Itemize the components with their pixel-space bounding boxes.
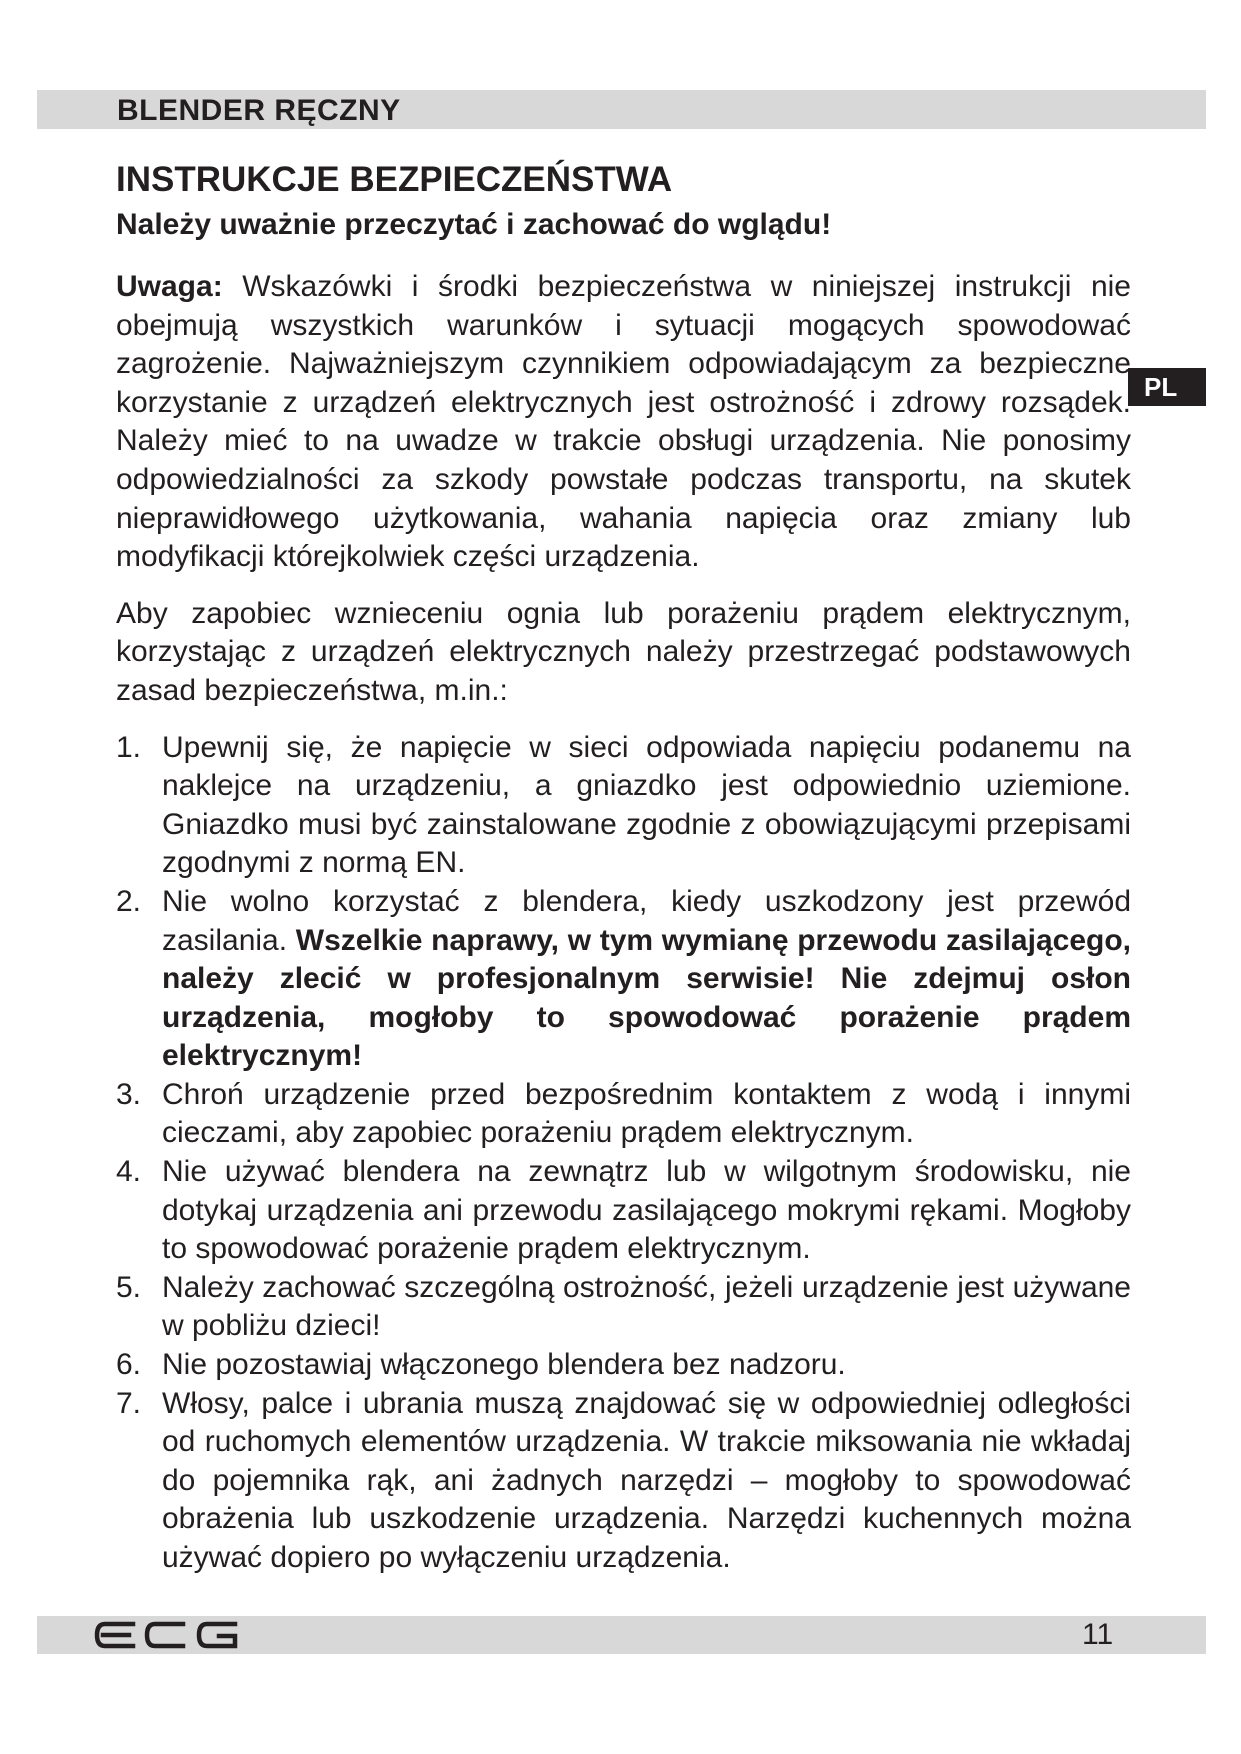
list-number: 7. [116, 1386, 142, 1420]
ecg-logo [93, 1620, 243, 1650]
list-item [116, 1346, 1131, 1385]
header-band [37, 90, 1206, 129]
intro-paragraph [116, 268, 1131, 577]
list-number: 1. [116, 730, 142, 764]
list-item [116, 1076, 1131, 1153]
main-content [116, 160, 1131, 1578]
list-text: Chroń urządzenie przed bezpośrednim kontaktem z wodą i innymi cieczami, aby zapobiec porażeniu prądem elektrycznym. [162, 1077, 1131, 1150]
list-text: Nie pozostawiaj włączonego blendera bez nadzoru. [162, 1348, 846, 1382]
list-number: 4. [116, 1155, 142, 1189]
product-name: BLENDER RĘCZNY [117, 94, 401, 127]
list-item [116, 1153, 1131, 1269]
list-number: 3. [116, 1077, 142, 1111]
list-bold-text: Wszelkie naprawy, w tym wymianę przewodu zasilającego, należy zlecić w profesjonalnym serwisie! Nie zdejmuj osłon urządzenia, mogłoby to spowodować porażenie prądem elektrycznym! [162, 923, 1131, 1073]
list-item [116, 883, 1131, 1076]
list-text: Nie wolno korzystać z blendera, kiedy uszkodzony jest przewód zasilania. [162, 884, 1131, 957]
list-item [116, 729, 1131, 883]
list-text: Należy zachować szczególną ostrożność, jeżeli urządzenie jest używane w pobliżu dzieci! [162, 1270, 1131, 1343]
intro-text: Wskazówki i środki bezpieczeństwa w niniejszej instrukcji nie obejmują wszystkich warunków i sytuacji mogących spowodować zagrożenie. Najważniejszym czynnikiem odpowiadającym za bezpieczne korzystanie z urządzeń elektrycznych jest ostrożność i zdrowy rozsądek. Należy mieć to na uwadze w trakcie obsługi urządzenia. Nie ponosimy odpowiedzialności za szkody powstałe podczas transportu, na skutek nieprawidłowego użytkowania, wahania napięcia oraz zmiany lub modyfikacji którejkolwiek części urządzenia. [116, 270, 1131, 574]
list-item [116, 1269, 1131, 1346]
list-item [116, 1385, 1131, 1578]
section-subtitle: Należy uważnie przeczytać i zachować do wglądu! [116, 208, 832, 241]
second-paragraph: Aby zapobiec wznieceniu ognia lub porażeniu prądem elektrycznym, korzystając z urządzeń elektrycznych należy przestrzegać podstawowych zasad bezpieczeństwa, m.in.: [116, 596, 1131, 707]
list-number: 6. [116, 1348, 142, 1382]
safety-rules-list [116, 729, 1131, 1578]
list-number: 5. [116, 1270, 142, 1304]
list-text: Włosy, palce i ubrania muszą znajdować się w odpowiedniej odległości od ruchomych elementów urządzenia. W trakcie miksowania nie wkładaj do pojemnika rąk, ani żadnych narzędzi – mogłoby to spowodować obrażenia lub uszkodzenie urządzenia. Narzędzi kuchennych można używać dopiero po wyłączeniu urządzenia. [162, 1386, 1131, 1574]
language-tab: PL [1128, 368, 1206, 406]
list-text: Upewnij się, że napięcie w sieci odpowiada napięciu podanemu na naklejce na urządzeniu, a gniazdko jest odpowiednio uziemione. Gniazdko musi być zainstalowane zgodnie z obowiązującymi przepisami zgodnymi z normą EN. [162, 730, 1131, 880]
warning-label: Uwaga: [116, 270, 223, 303]
section-title: INSTRUKCJE BEZPIECZEŃSTWA [116, 160, 673, 199]
list-number: 2. [116, 884, 142, 918]
page-number: 11 [1082, 1618, 1114, 1651]
list-text: Nie używać blendera na zewnątrz lub w wilgotnym środowisku, nie dotykaj urządzenia ani przewodu zasilającego mokrymi rękami. Mogłoby to spowodować porażenie prądem elektrycznym. [162, 1155, 1131, 1266]
